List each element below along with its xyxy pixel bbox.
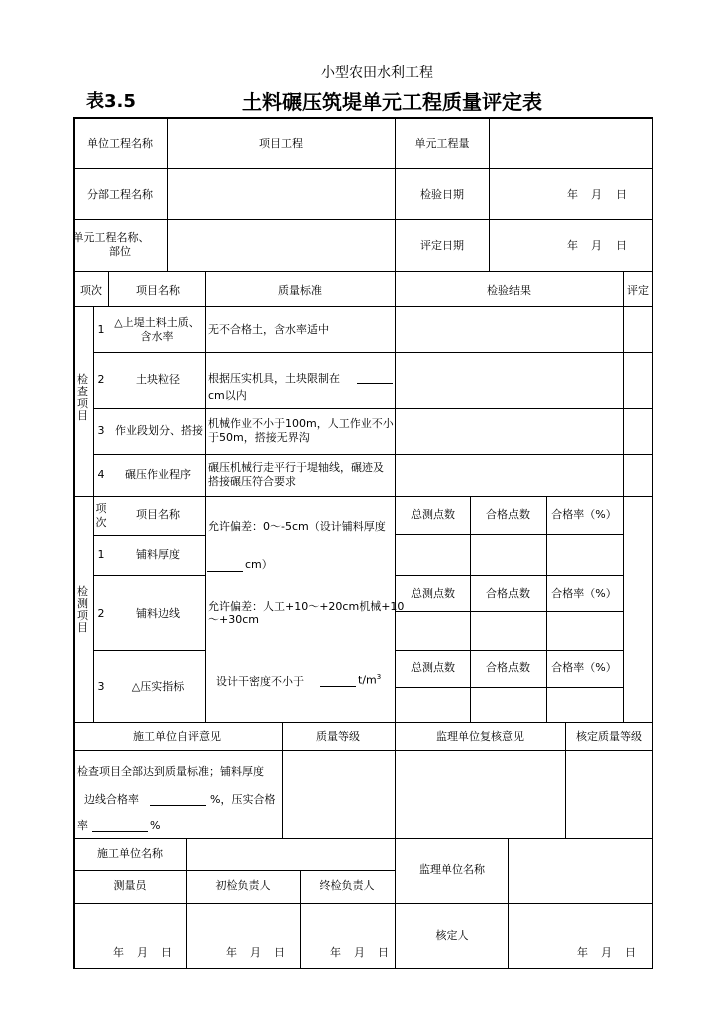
- check-item-1-name-line1: △上堤土料土质、: [114, 316, 200, 329]
- approver-date-month: 月: [601, 946, 612, 959]
- check-item-4-standard-line1: 碾压机械行走平行于堤轴线，碾迹及: [208, 461, 384, 474]
- check-items-group-label: 检查项目: [77, 373, 88, 422]
- element-quantity-label: 单元工程量: [414, 137, 470, 150]
- self-eval-opinion-line3b: %: [150, 819, 161, 832]
- col-item-name: 项目名称: [136, 284, 180, 297]
- test-item-3-standard: 设计干密度不小于: [216, 675, 304, 688]
- check-item-4-no: 4: [97, 468, 105, 481]
- surveyor-label: 测量员: [113, 879, 147, 892]
- test-item-3-blank[interactable]: [320, 686, 356, 687]
- final-inspector-date-month: 月: [354, 946, 365, 959]
- inspection-date-label: 检验日期: [420, 188, 464, 201]
- evaluation-date-year: 年: [567, 239, 578, 252]
- element-name-label-line1: 单元工程名称、: [72, 231, 150, 244]
- final-inspector-label: 终检负责人: [319, 879, 375, 892]
- col-result: 检验结果: [487, 284, 531, 297]
- test-item-3-unit: [358, 670, 381, 688]
- test-item-1-standard-line2: cm）: [245, 558, 273, 571]
- quality-grade-header: 质量等级: [316, 730, 360, 743]
- test-item-3-name: △压实指标: [131, 680, 185, 693]
- check-item-3-standard-line1: 机械作业不小于100m，人工作业不小: [208, 417, 394, 430]
- test-seq-header-line2: 次: [95, 516, 107, 529]
- test-item-1-no: 1: [97, 548, 105, 561]
- test-2-pass-points: 合格点数: [486, 587, 530, 600]
- evaluation-date-month: 月: [591, 239, 602, 252]
- check-item-4-name: 碾压作业程序: [125, 468, 191, 481]
- test-item-2-no: 2: [97, 607, 105, 620]
- check-item-3-name: 作业段划分、搭接: [115, 424, 203, 437]
- self-eval-opinion-line2a: 边线合格率: [84, 793, 139, 806]
- test-2-pass-rate: 合格率（%）: [551, 587, 617, 600]
- table-number: 表3.5: [86, 91, 136, 112]
- approver-date-year: 年: [577, 946, 588, 959]
- inspection-date-day: 日: [616, 188, 627, 201]
- supervisor-name-label: 监理单位名称: [419, 863, 485, 876]
- approver-date-day: 日: [625, 946, 636, 959]
- verified-grade-header: 核定质量等级: [576, 730, 642, 743]
- test-item-3-no: 3: [97, 680, 105, 693]
- test-item-1-blank[interactable]: [207, 571, 243, 572]
- check-item-1-name-line2: 含水率: [140, 330, 174, 343]
- test-1-pass-points: 合格点数: [486, 508, 530, 521]
- check-item-2-name: 土块粒径: [136, 373, 180, 386]
- supervisor-review-header: 监理单位复核意见: [436, 730, 524, 743]
- test-items-group-label: 检测项目: [77, 585, 88, 634]
- sub-project-label: 分部工程名称: [87, 188, 153, 201]
- inspection-date-year: 年: [567, 188, 578, 201]
- surveyor-date-year: 年: [113, 946, 124, 959]
- page-title: 土料碾压筑堤单元工程质量评定表: [242, 90, 542, 114]
- test-item-2-standard-line1: 允许偏差：人工+10～+20cm机械+10: [208, 600, 405, 613]
- unit-project-label: 单位工程名称: [87, 137, 153, 150]
- check-item-1-standard: 无不合格土，含水率适中: [208, 323, 329, 336]
- check-item-1-no: 1: [97, 323, 105, 336]
- test-item-3-unit-text: t/m: [358, 673, 377, 687]
- test-item-1-name: 铺料厚度: [136, 548, 180, 561]
- initial-inspector-date-year: 年: [226, 946, 237, 959]
- check-item-4-standard-line2: 搭接碾压符合要求: [208, 475, 296, 488]
- final-inspector-date-year: 年: [330, 946, 341, 959]
- unit-project-value[interactable]: 项目工程: [259, 137, 303, 150]
- col-rating: 评定: [627, 284, 649, 297]
- col-seq: 项次: [80, 284, 102, 297]
- evaluation-date-label: 评定日期: [420, 239, 464, 252]
- test-3-pass-points: 合格点数: [486, 661, 530, 674]
- test-1-total-points: 总测点数: [411, 508, 455, 521]
- self-eval-opinion-line1: 检查项目全部达到质量标准；铺料厚度: [77, 765, 264, 778]
- surveyor-date-month: 月: [137, 946, 148, 959]
- evaluation-date-day: 日: [616, 239, 627, 252]
- final-inspector-date-day: 日: [378, 946, 389, 959]
- surveyor-date-day: 日: [161, 946, 172, 959]
- test-item-3-unit-sup: 3: [376, 673, 382, 681]
- self-eval-header: 施工单位自评意见: [133, 730, 221, 743]
- test-3-pass-rate: 合格率（%）: [551, 661, 617, 674]
- check-item-2-standard-line1: 根据压实机具，土块限制在: [208, 372, 340, 385]
- compaction-pass-rate-blank[interactable]: [92, 831, 148, 832]
- test-2-total-points: 总测点数: [411, 587, 455, 600]
- self-eval-opinion-line3a: 率: [77, 819, 88, 832]
- subtitle: 小型农田水利工程: [321, 65, 433, 81]
- initial-inspector-date-day: 日: [274, 946, 285, 959]
- test-3-total-points: 总测点数: [411, 661, 455, 674]
- check-item-3-standard-line2: 于50m，搭接无界沟: [208, 431, 310, 444]
- initial-inspector-date-month: 月: [250, 946, 261, 959]
- self-eval-opinion-line2b: %，压实合格: [210, 793, 276, 806]
- check-item-2-no: 2: [97, 373, 105, 386]
- initial-inspector-label: 初检负责人: [215, 879, 271, 892]
- test-item-2-standard-line2: ～+30cm: [208, 613, 259, 626]
- element-name-label-line2: 部位: [109, 245, 131, 258]
- check-item-2-blank[interactable]: [357, 383, 393, 384]
- test-item-2-name: 铺料边线: [136, 607, 180, 620]
- check-item-3-no: 3: [97, 424, 105, 437]
- test-item-1-standard-line1: 允许偏差：0～-5cm（设计铺料厚度: [208, 520, 386, 533]
- contractor-name-label: 施工单位名称: [97, 847, 163, 860]
- test-seq-header-line1: 项: [95, 502, 107, 515]
- inspection-date-month: 月: [591, 188, 602, 201]
- test-1-pass-rate: 合格率（%）: [551, 508, 617, 521]
- approver-label: 核定人: [435, 929, 469, 942]
- col-standard: 质量标准: [278, 284, 322, 297]
- edge-pass-rate-blank[interactable]: [150, 805, 206, 806]
- check-item-2-standard-line2: cm以内: [208, 389, 247, 402]
- test-name-header: 项目名称: [136, 508, 180, 521]
